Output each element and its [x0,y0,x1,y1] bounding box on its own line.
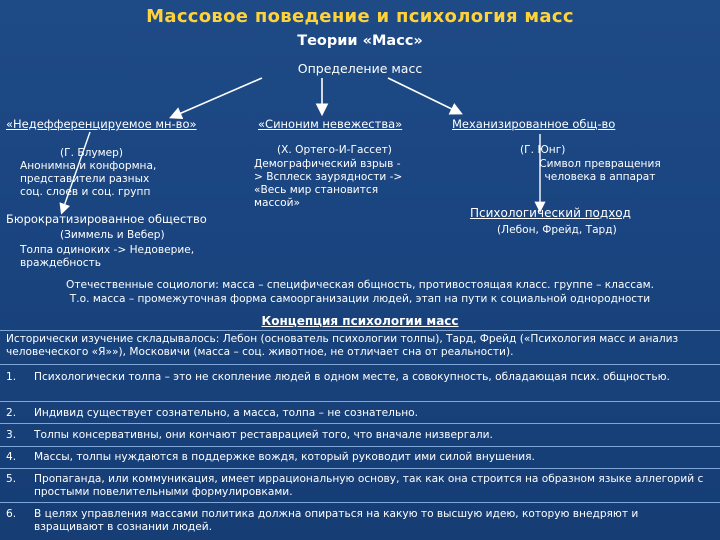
branch-left-desc [20,160,190,199]
branch-left-extra-label: Бюрократизированное общество [6,212,207,226]
item-text: В целях управления массами политика должна опираться на какую то высшую идею, которую внедряют и взращивают в сознании людей. [34,508,639,533]
branch-middle-label: «Синоним невежества» [258,117,403,131]
branch-right-line: человека в аппарат [544,171,656,183]
branch-left-line: Анонимна и конформна, [20,160,157,172]
branch-right-desc [520,158,680,184]
branch-left-extra-line: враждебность [20,257,102,269]
arrow-right [388,78,460,113]
item-number: 3. [6,429,17,441]
item-text: Индивид существует сознательно, а масса, толпа – не сознательно. [34,407,418,419]
divider [0,401,720,402]
branch-right-line: Символ превращения [539,158,661,170]
item-number: 4. [6,451,17,463]
summary-line: Отечественные социологи: масса – специфическая общность, противостоящая класс. группе – классам. [66,279,654,291]
branch-middle-line: Демографический взрыв - [254,158,401,170]
branch-left-line: соц. слоев и соц. групп [20,186,151,198]
branch-left-author: (Г. Блумер) [60,147,124,159]
summary-block [20,278,700,306]
branch-left-line: представители разных [20,173,150,185]
branch-right-author: (Г. Юнг) [520,144,566,156]
summary-line: Т.о. масса – промежуточная форма самоорганизации людей, этап на пути к социальной однородности [69,293,651,305]
arrow-left [172,78,262,117]
branch-left-label: «Недефференцируемое мн-во» [6,117,197,131]
divider [0,423,720,424]
item-text: Толпы консервативны, они кончают реставрацией того, что вначале низвергали. [34,429,493,441]
page-title: Массовое поведение и психология масс [146,6,574,27]
concept-title: Концепция психологии масс [261,314,459,328]
branch-left-extra-line: Толпа одиноких -> Недоверие, [20,244,195,256]
item-number: 1. [6,371,17,383]
page-subtitle: Теории «Масс» [297,33,423,49]
definition-heading: Определение масс [297,61,423,76]
divider [0,468,720,469]
branch-middle-desc [254,158,429,210]
item-number: 2. [6,407,17,419]
branch-right-label: Механизированное общ-во [452,117,616,131]
item-text: Пропаганда, или коммуникация, имеет иррациональную основу, так как она строится на образном языке аллегорий с простыми повелительными формулировками. [34,473,704,498]
branch-right-extra-label: Психологический подход [470,206,631,220]
branch-right-extra-author: (Лебон, Фрейд, Тард) [497,224,617,236]
item-number: 5. [6,473,17,485]
item-text: Массы, толпы нуждаются в поддержке вождя, который руководит ими силой внушения. [34,451,535,463]
branch-middle-line: > Всплеск заурядности -> [254,171,403,183]
branch-middle-author: (Х. Ортего-И-Гассет) [277,144,392,156]
divider [0,364,720,365]
branch-left-extra-author: (Зиммель и Вебер) [60,229,165,241]
branch-left-extra-desc [20,244,240,270]
item-text: Психологически толпа – это не скопление людей в одном месте, а совокупность, обладающая псих. общностью. [34,371,670,383]
divider [0,330,720,331]
item-number: 6. [6,508,17,520]
branch-middle-line: «Весь мир становится [254,184,379,196]
concept-intro: Исторически изучение складывалось: Лебон (основатель психологии толпы), Тард, Фрейд («Психология масс и анализ человеческого «Я»»), Московичи (масса – соц. животное, не отличает сна от реальности). [6,333,679,358]
divider [0,446,720,447]
branch-middle-line: массой» [254,197,300,209]
divider [0,502,720,503]
